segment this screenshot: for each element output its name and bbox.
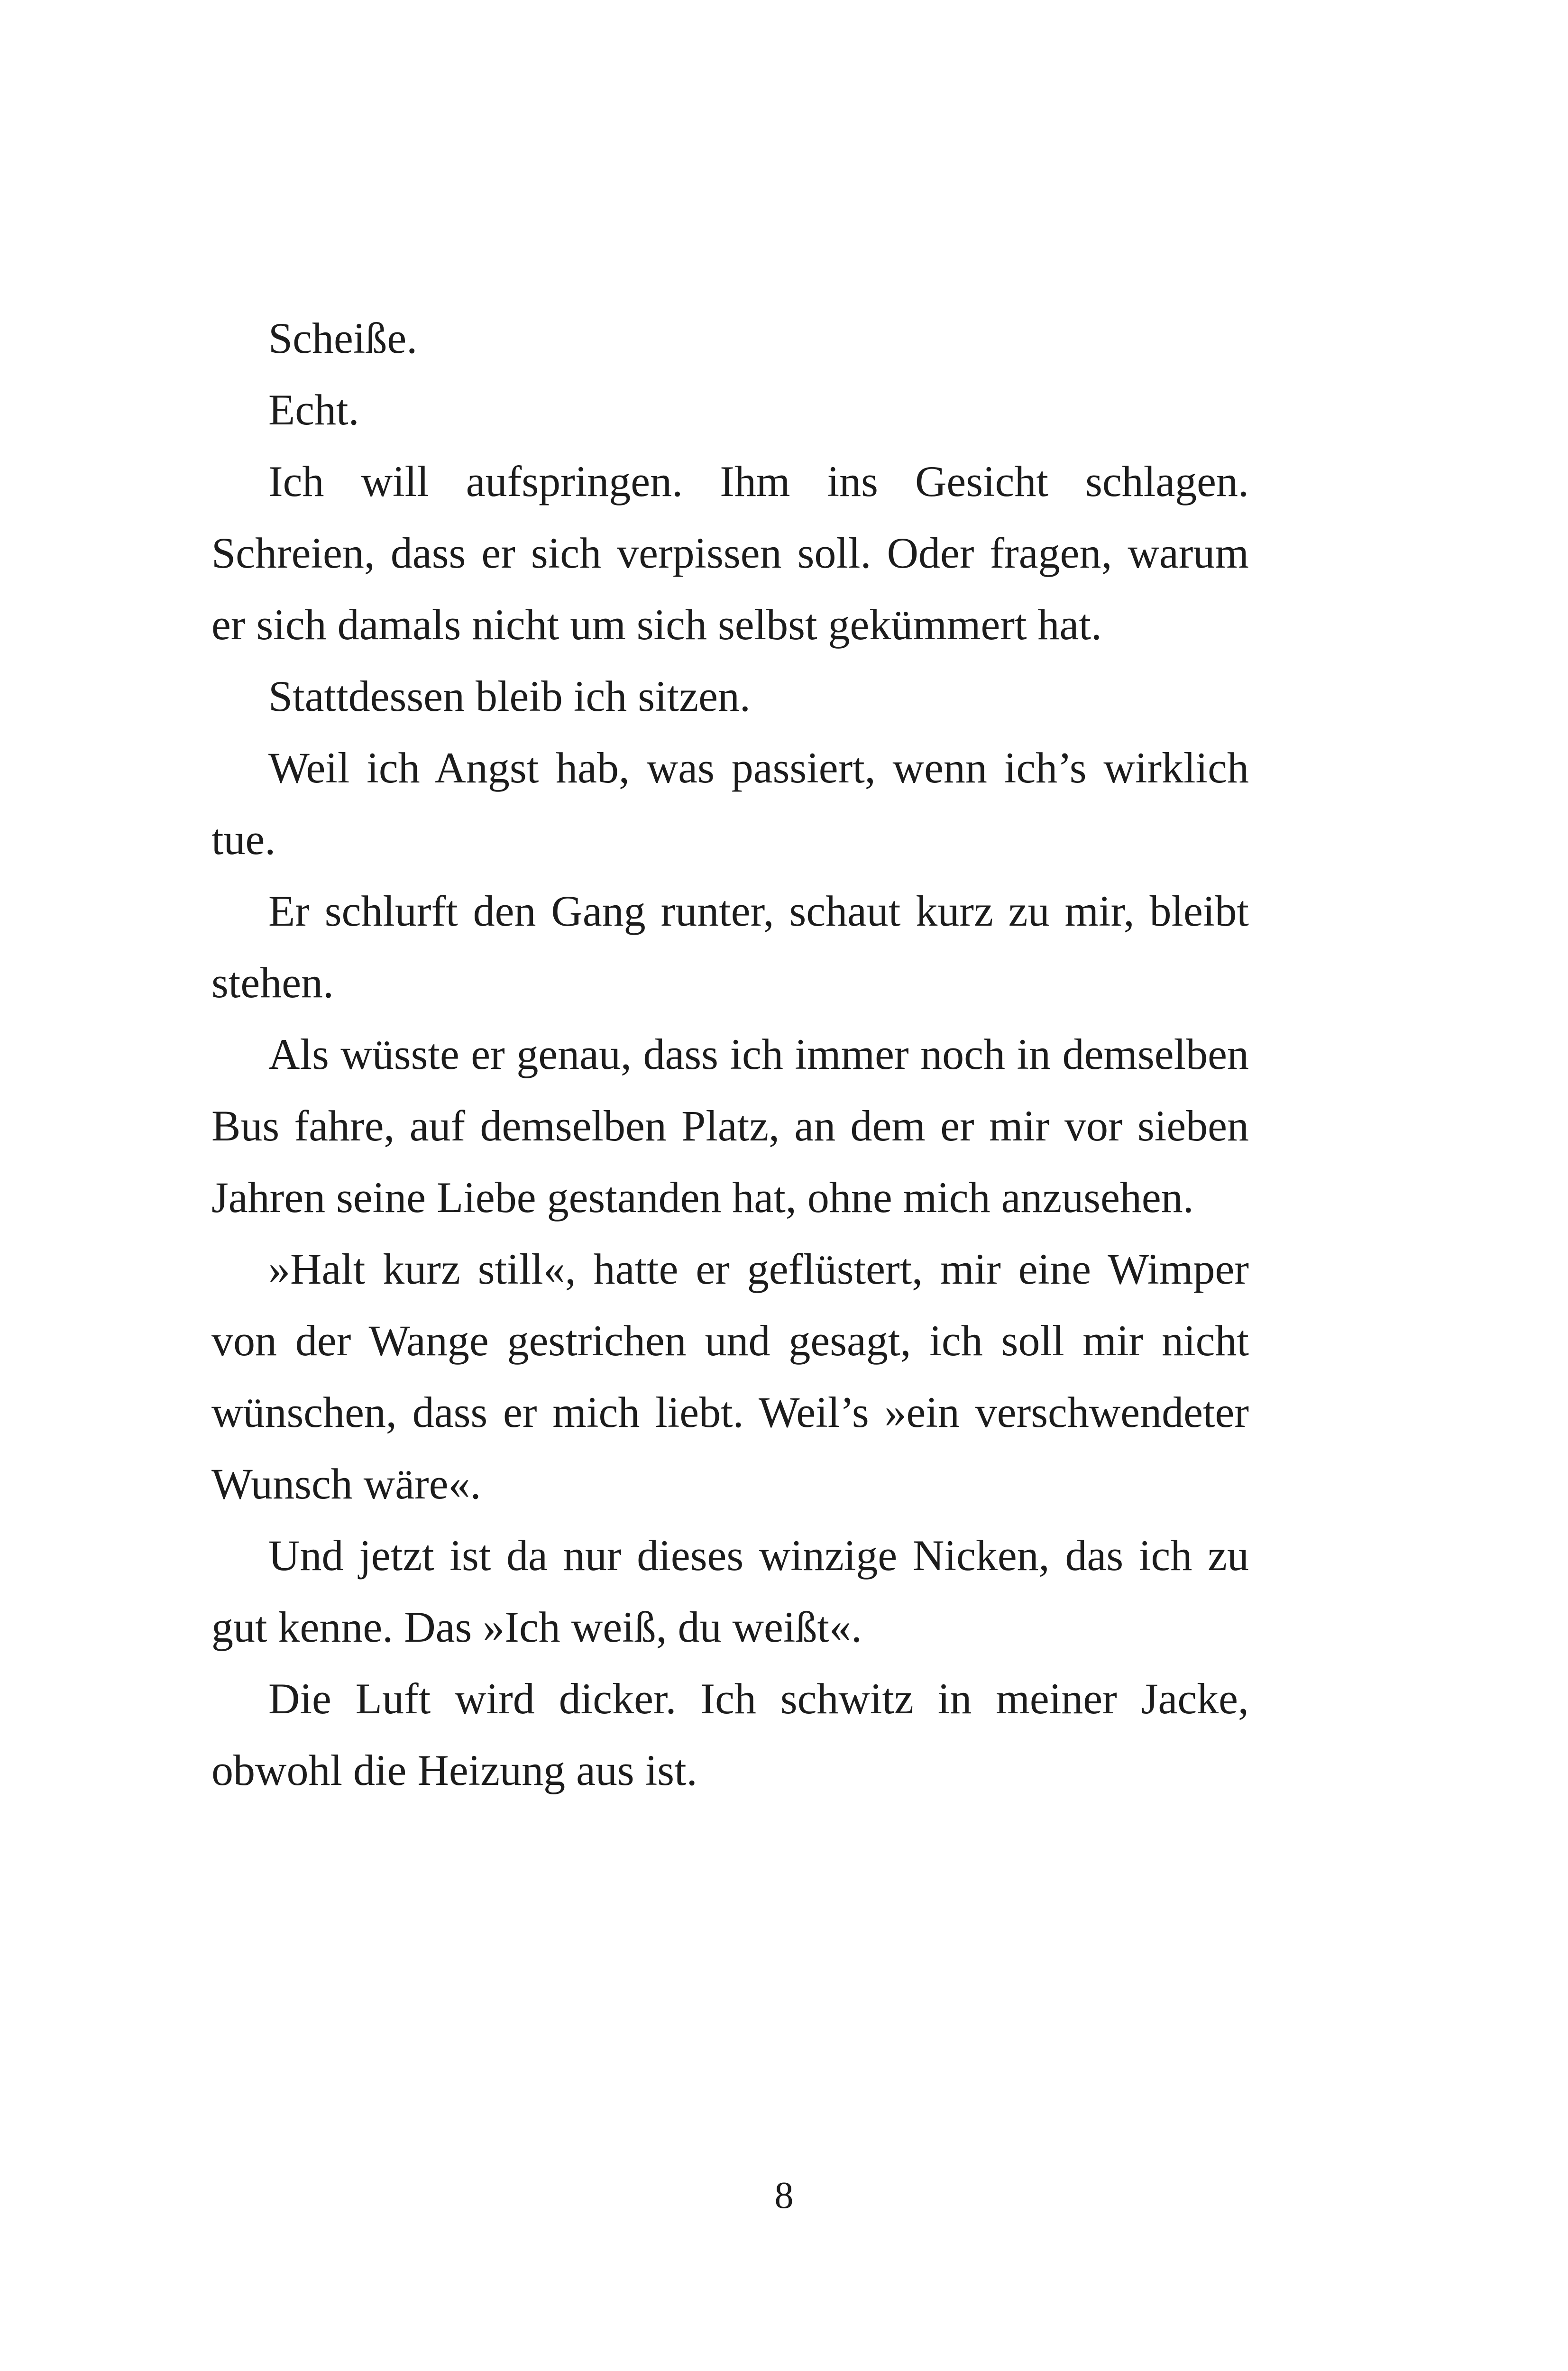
paragraph: Und jetzt ist da nur dieses winzige Nicken, das ich zu gut kenne. Das »Ich weiß, du weißt«. xyxy=(211,1531,1249,1651)
paragraph: Er schlurft den Gang runter, schaut kurz zu mir, bleibt stehen. xyxy=(211,887,1249,1007)
paragraph: Die Luft wird dicker. Ich schwitz in meiner Jacke, obwohl die Heizung aus ist. xyxy=(211,1674,1249,1794)
paragraph: Weil ich Angst hab, was passiert, wenn ich’s wirklich tue. xyxy=(211,744,1249,864)
paragraph: Als wüsste er genau, dass ich immer noch in demselben Bus fahre, auf demselben Platz, an dem er mir vor sieben Jahren seine Liebe gestanden hat, ohne mich anzusehen. xyxy=(211,1030,1249,1222)
body-text xyxy=(211,303,1249,1806)
page-number: 8 xyxy=(774,2175,794,2216)
paragraph: »Halt kurz still«, hatte er geflüstert, mir eine Wimper von der Wange gestrichen und gesagt, ich soll mir nicht wünschen, dass er mich liebt. Weil’s »ein verschwendeter Wunsch wäre«. xyxy=(211,1245,1249,1508)
paragraph: Ich will aufspringen. Ihm ins Gesicht schlagen. Schreien, dass er sich verpissen soll. Oder fragen, warum er sich damals nicht um sich selbst gekümmert hat. xyxy=(211,457,1249,649)
paragraph: Scheiße. xyxy=(268,314,418,362)
paragraph: Stattdessen bleib ich sitzen. xyxy=(268,672,751,720)
paragraph: Echt. xyxy=(268,386,359,434)
